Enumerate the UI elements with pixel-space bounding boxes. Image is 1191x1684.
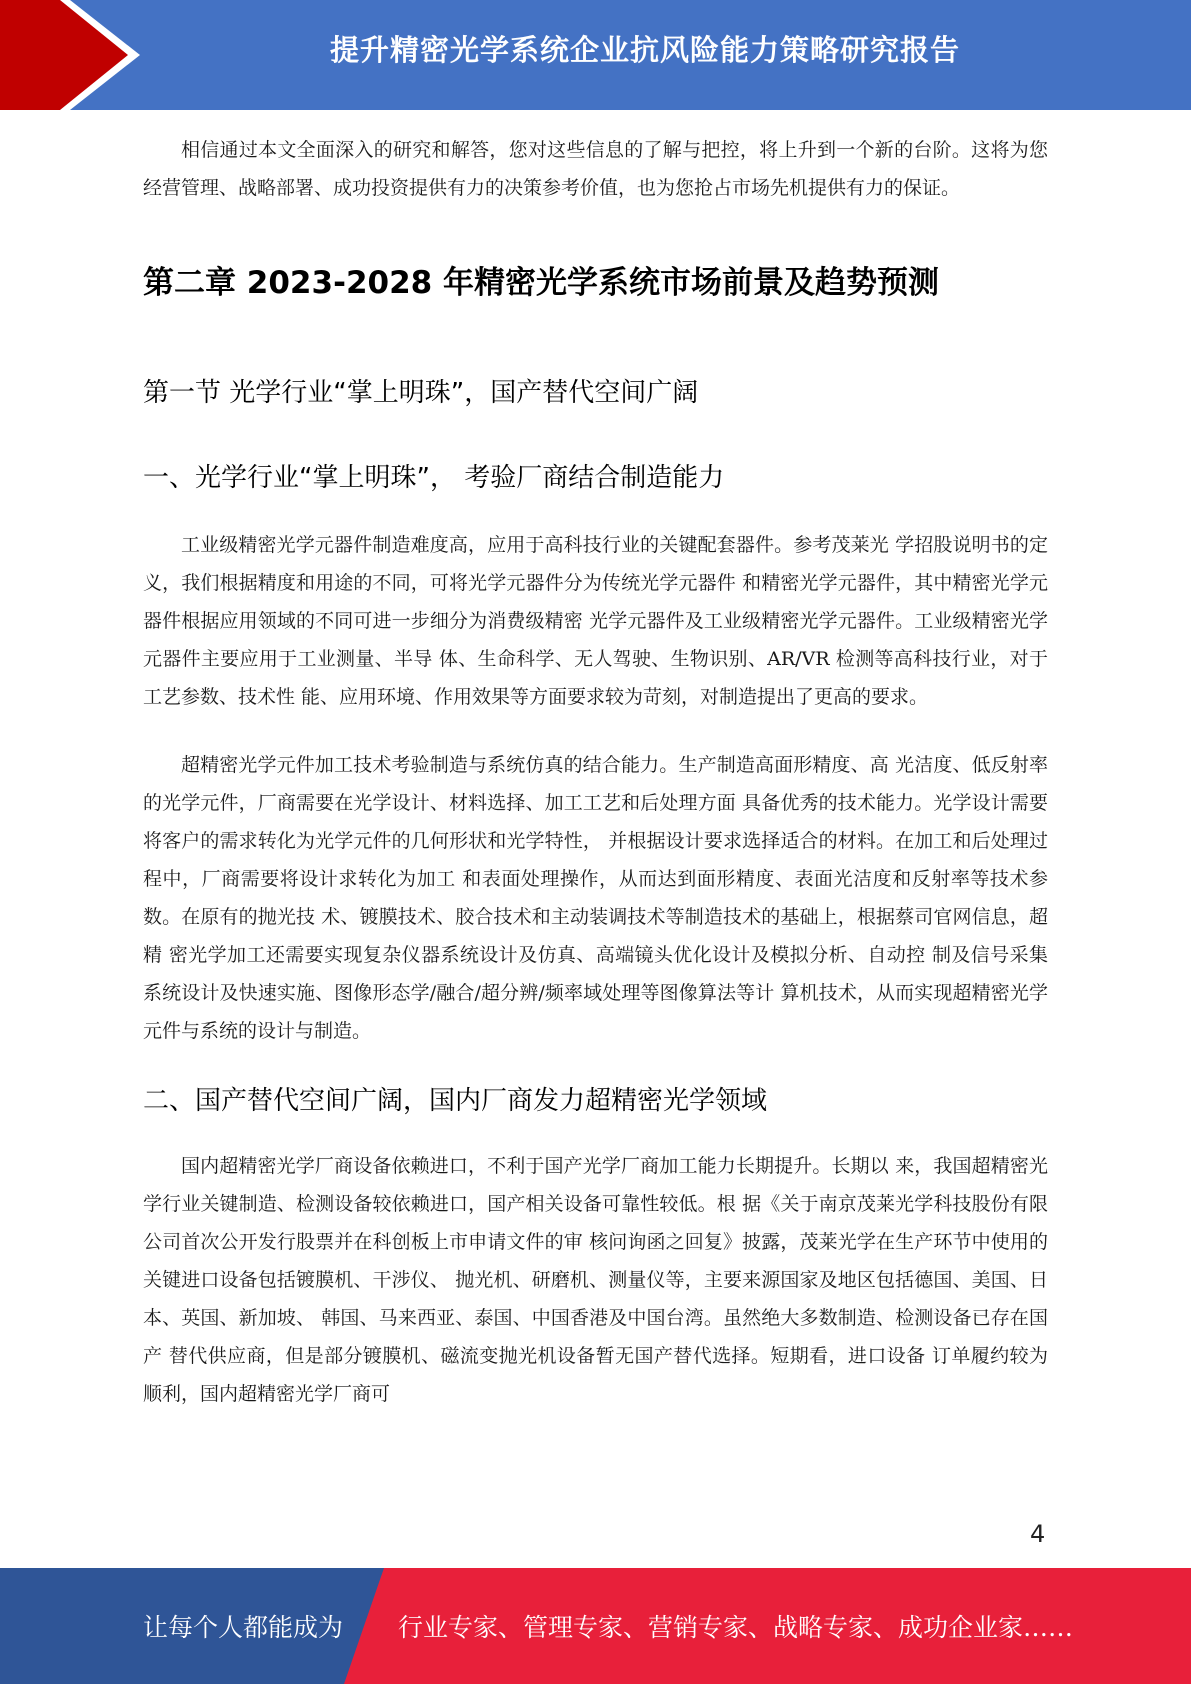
chapter-title: 第二章 2023-2028 年精密光学系统市场前景及趋势预测 [143, 265, 940, 301]
header-arrow-decoration [0, 0, 160, 110]
footer-slogan-left: 让每个人都能成为 [143, 1613, 344, 1642]
intro-paragraph: 相信通过本文全面深入的研究和解答，您对这些信息的了解与把控，将上升到一个新的台阶。这将为您经营管理、战略部署、成功投资提供有力的决策参考价值，也为您抢占市场先机提供有力的保证。 [143, 139, 1048, 199]
body-paragraph-2: 超精密光学元件加工技术考验制造与系统仿真的结合能力。生产制造高面形精度、高 光洁度、低反射率的光学元件，厂商需要在光学设计、材料选择、加工工艺和后处理方面 具备优秀的技术能力。光学设计需要将客户的需求转化为光学元件的几何形状和光学特性， 并根据设计要求选择适合的材料。在加工和后处理过程中，厂商需要将设计求转化为加工 和表面处理操作，从而达到面形精度、表面光洁度和反射率等技术参数。在原有的抛光技 术、镀膜技术、胶合技术和主动装调技术等制造技术的基础上，根据蔡司官网信息，超精 密光学加工还需要实现复杂仪器系统设计及仿真、高端镜头优化设计及模拟分析、自动控 制及信号采集系统设计及快速实施、图像形态学/融合/超分辨/频率域处理等图像算法等计 算机技术，从而实现超精密光学元件与系统的设计与制造。 [143, 754, 1048, 1042]
body-paragraph-3: 国内超精密光学厂商设备依赖进口，不利于国产光学厂商加工能力长期提升。长期以 来，我国超精密光学行业关键制造、检测设备较依赖进口，国产相关设备可靠性较低。根 据《关于南京茂莱光学科技股份有限公司首次公开发行股票并在科创板上市申请文件的审 核问询函之回复》披露，茂莱光学在生产环节中使用的关键进口设备包括镀膜机、干涉仪、 抛光机、研磨机、测量仪等，主要来源国家及地区包括德国、美国、日本、英国、新加坡、 韩国、马来西亚、泰国、中国香港及中国台湾。虽然绝大多数制造、检测设备已存在国产 替代供应商，但是部分镀膜机、磁流变抛光机设备暂无国产替代选择。短期看，进口设备 订单履约较为顺利，国内超精密光学厂商可 [143, 1155, 1048, 1405]
body-paragraph-1: 工业级精密光学元器件制造难度高，应用于高科技行业的关键配套器件。参考茂莱光 学招股说明书的定义，我们根据精度和用途的不同，可将光学元器件分为传统光学元器件 和精密光学元器件，其中精密光学元器件根据应用领域的不同可进一步细分为消费级精密 光学元器件及工业级精密光学元器件。工业级精密光学元器件主要应用于工业测量、半导 体、生命科学、无人驾驶、生物识别、AR/VR 检测等高科技行业，对于工艺参数、技术性 能、应用环境、作用效果等方面要求较为苛刻，对制造提出了更高的要求。 [143, 534, 1048, 708]
document-body [143, 131, 1048, 1413]
header-title: 提升精密光学系统企业抗风险能力策略研究报告 [329, 33, 960, 67]
subsection-title-1: 一、光学行业“掌上明珠”， 考验厂商结合制造能力 [143, 463, 725, 493]
subsection-title-2: 二、国产替代空间广阔，国内厂商发力超精密光学领域 [143, 1086, 768, 1116]
page-header [0, 0, 1191, 110]
page-footer [0, 1568, 1191, 1684]
section-title: 第一节 光学行业“掌上明珠”，国产替代空间广阔 [143, 378, 699, 408]
page-number: 4 [1030, 1520, 1046, 1548]
footer-slogan-right: 行业专家、管理专家、营销专家、战略专家、成功企业家…… [398, 1613, 1074, 1642]
